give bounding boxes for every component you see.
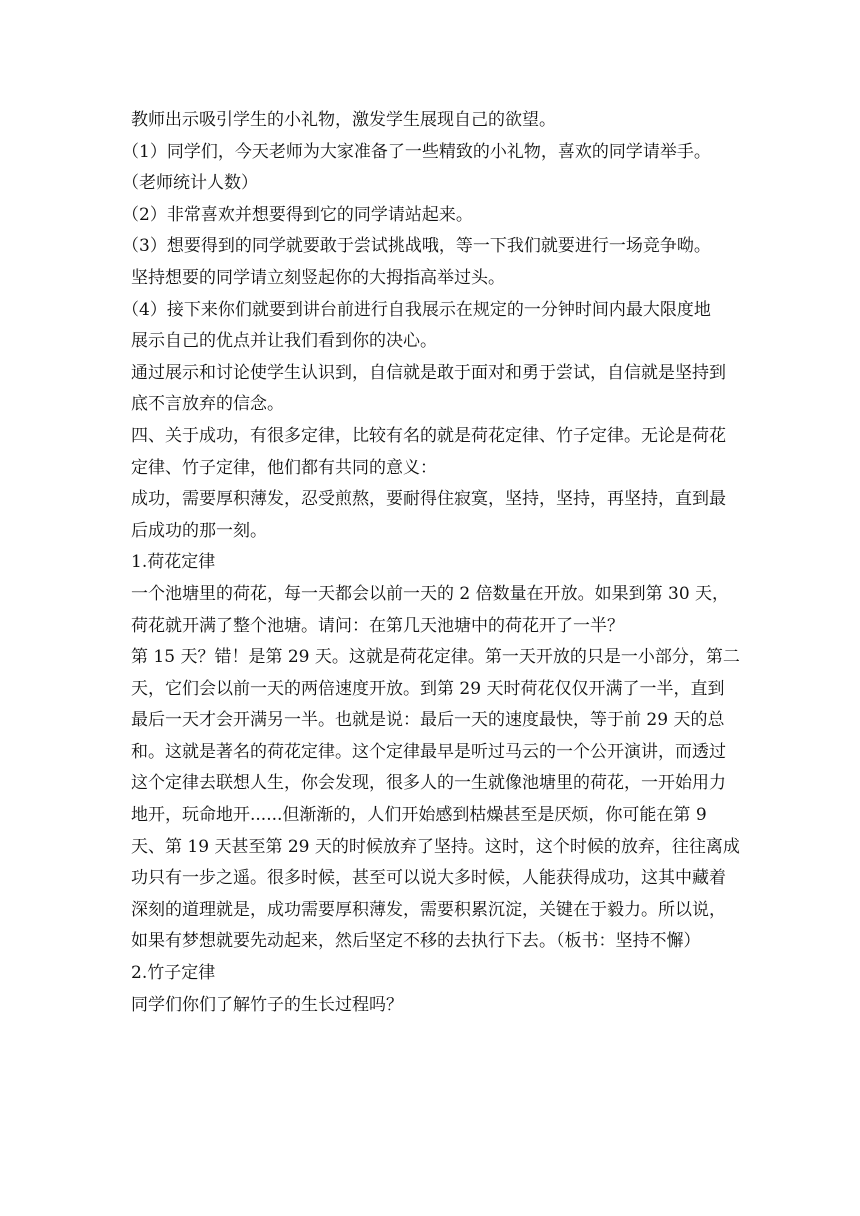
paragraph-line: 成功，需要厚积薄发，忍受煎熬，要耐得住寂寞，坚持，坚持，再坚持，直到最 (131, 489, 726, 510)
paragraph-line: 这个定律去联想人生，你会发现，很多人的一生就像池塘里的荷花，一开始用力 (131, 773, 726, 794)
paragraph-line: （老师统计人数） (122, 173, 258, 194)
paragraph-line: 深刻的道理就是，成功需要厚积薄发，需要积累沉淀，关键在于毅力。所以说， (131, 899, 726, 920)
paragraph-line: 教师出示吸引学生的小礼物，激发学生展现自己的欲望。 (131, 110, 556, 130)
paragraph-line: 底不言放弃的信念。 (131, 394, 284, 415)
paragraph-line: 展示自己的优点并让我们看到你的决心。 (131, 331, 437, 352)
paragraph-line: （2）非常喜欢并想要得到它的同学请站起来。 (122, 204, 473, 225)
paragraph-line: 同学们你们了解竹子的生长过程吗？ (131, 994, 403, 1015)
subsection-heading: 2.竹子定律 (131, 963, 216, 984)
paragraph-line: 坚持想要的同学请立刻竖起你的大拇指高举过头。 (131, 267, 505, 288)
subsection-heading: 1.荷花定律 (131, 552, 216, 573)
document-body (122, 105, 741, 1021)
paragraph-line: 一个池塘里的荷花，每一天都会以前一天的 2 倍数量在开放。如果到第 30 天， (131, 583, 730, 604)
paragraph-line: 第 15 天？错！是第 29 天。这就是荷花定律。第一天开放的只是一小部分，第二 (131, 647, 740, 668)
paragraph-line: 功只有一步之遥。很多时候，甚至可以说大多时候，人能获得成功，这其中藏着 (131, 868, 726, 889)
paragraph-line: 最后一天才会开满另一半。也就是说：最后一天的速度最快，等于前 29 天的总 (131, 710, 725, 731)
section-heading-line: 四、关于成功，有很多定律，比较有名的就是荷花定律、竹子定律。无论是荷花 (131, 425, 726, 446)
paragraph-line: 天、第 19 天甚至第 29 天的时候放弃了坚持。这时，这个时候的放弃，往往离成 (131, 836, 740, 857)
paragraph-line: （1）同学们，今天老师为大家准备了一些精致的小礼物，喜欢的同学请举手。 (122, 141, 711, 162)
paragraph-line: 定律、竹子定律，他们都有共同的意义： (131, 457, 437, 478)
paragraph-line: （4）接下来你们就要到讲台前进行自我展示在规定的一分钟时间内最大限度地 (122, 299, 711, 320)
paragraph-line: 和。这就是著名的荷花定律。这个定律最早是听过马云的一个公开演讲，而透过 (131, 741, 726, 762)
paragraph-line: 通过展示和讨论使学生认识到，自信就是敢于面对和勇于尝试，自信就是坚持到 (131, 362, 726, 383)
paragraph-line: 天，它们会以前一天的两倍速度开放。到第 29 天时荷花仅仅开满了一半，直到 (131, 678, 725, 699)
paragraph-line: 地开，玩命地开......但渐渐的，人们开始感到枯燥甚至是厌烦，你可能在第 9 (131, 805, 707, 826)
paragraph-line: 如果有梦想就要先动起来，然后坚定不移的去执行下去。（板书：坚持不懈） (131, 931, 701, 952)
paragraph-line: 荷花就开满了整个池塘。请问：在第几天池塘中的荷花开了一半？ (131, 615, 624, 636)
paragraph-line: 后成功的那一刻。 (131, 520, 267, 541)
paragraph-line: （3）想要得到的同学就要敢于尝试挑战哦，等一下我们就要进行一场竞争呦。 (122, 236, 711, 257)
